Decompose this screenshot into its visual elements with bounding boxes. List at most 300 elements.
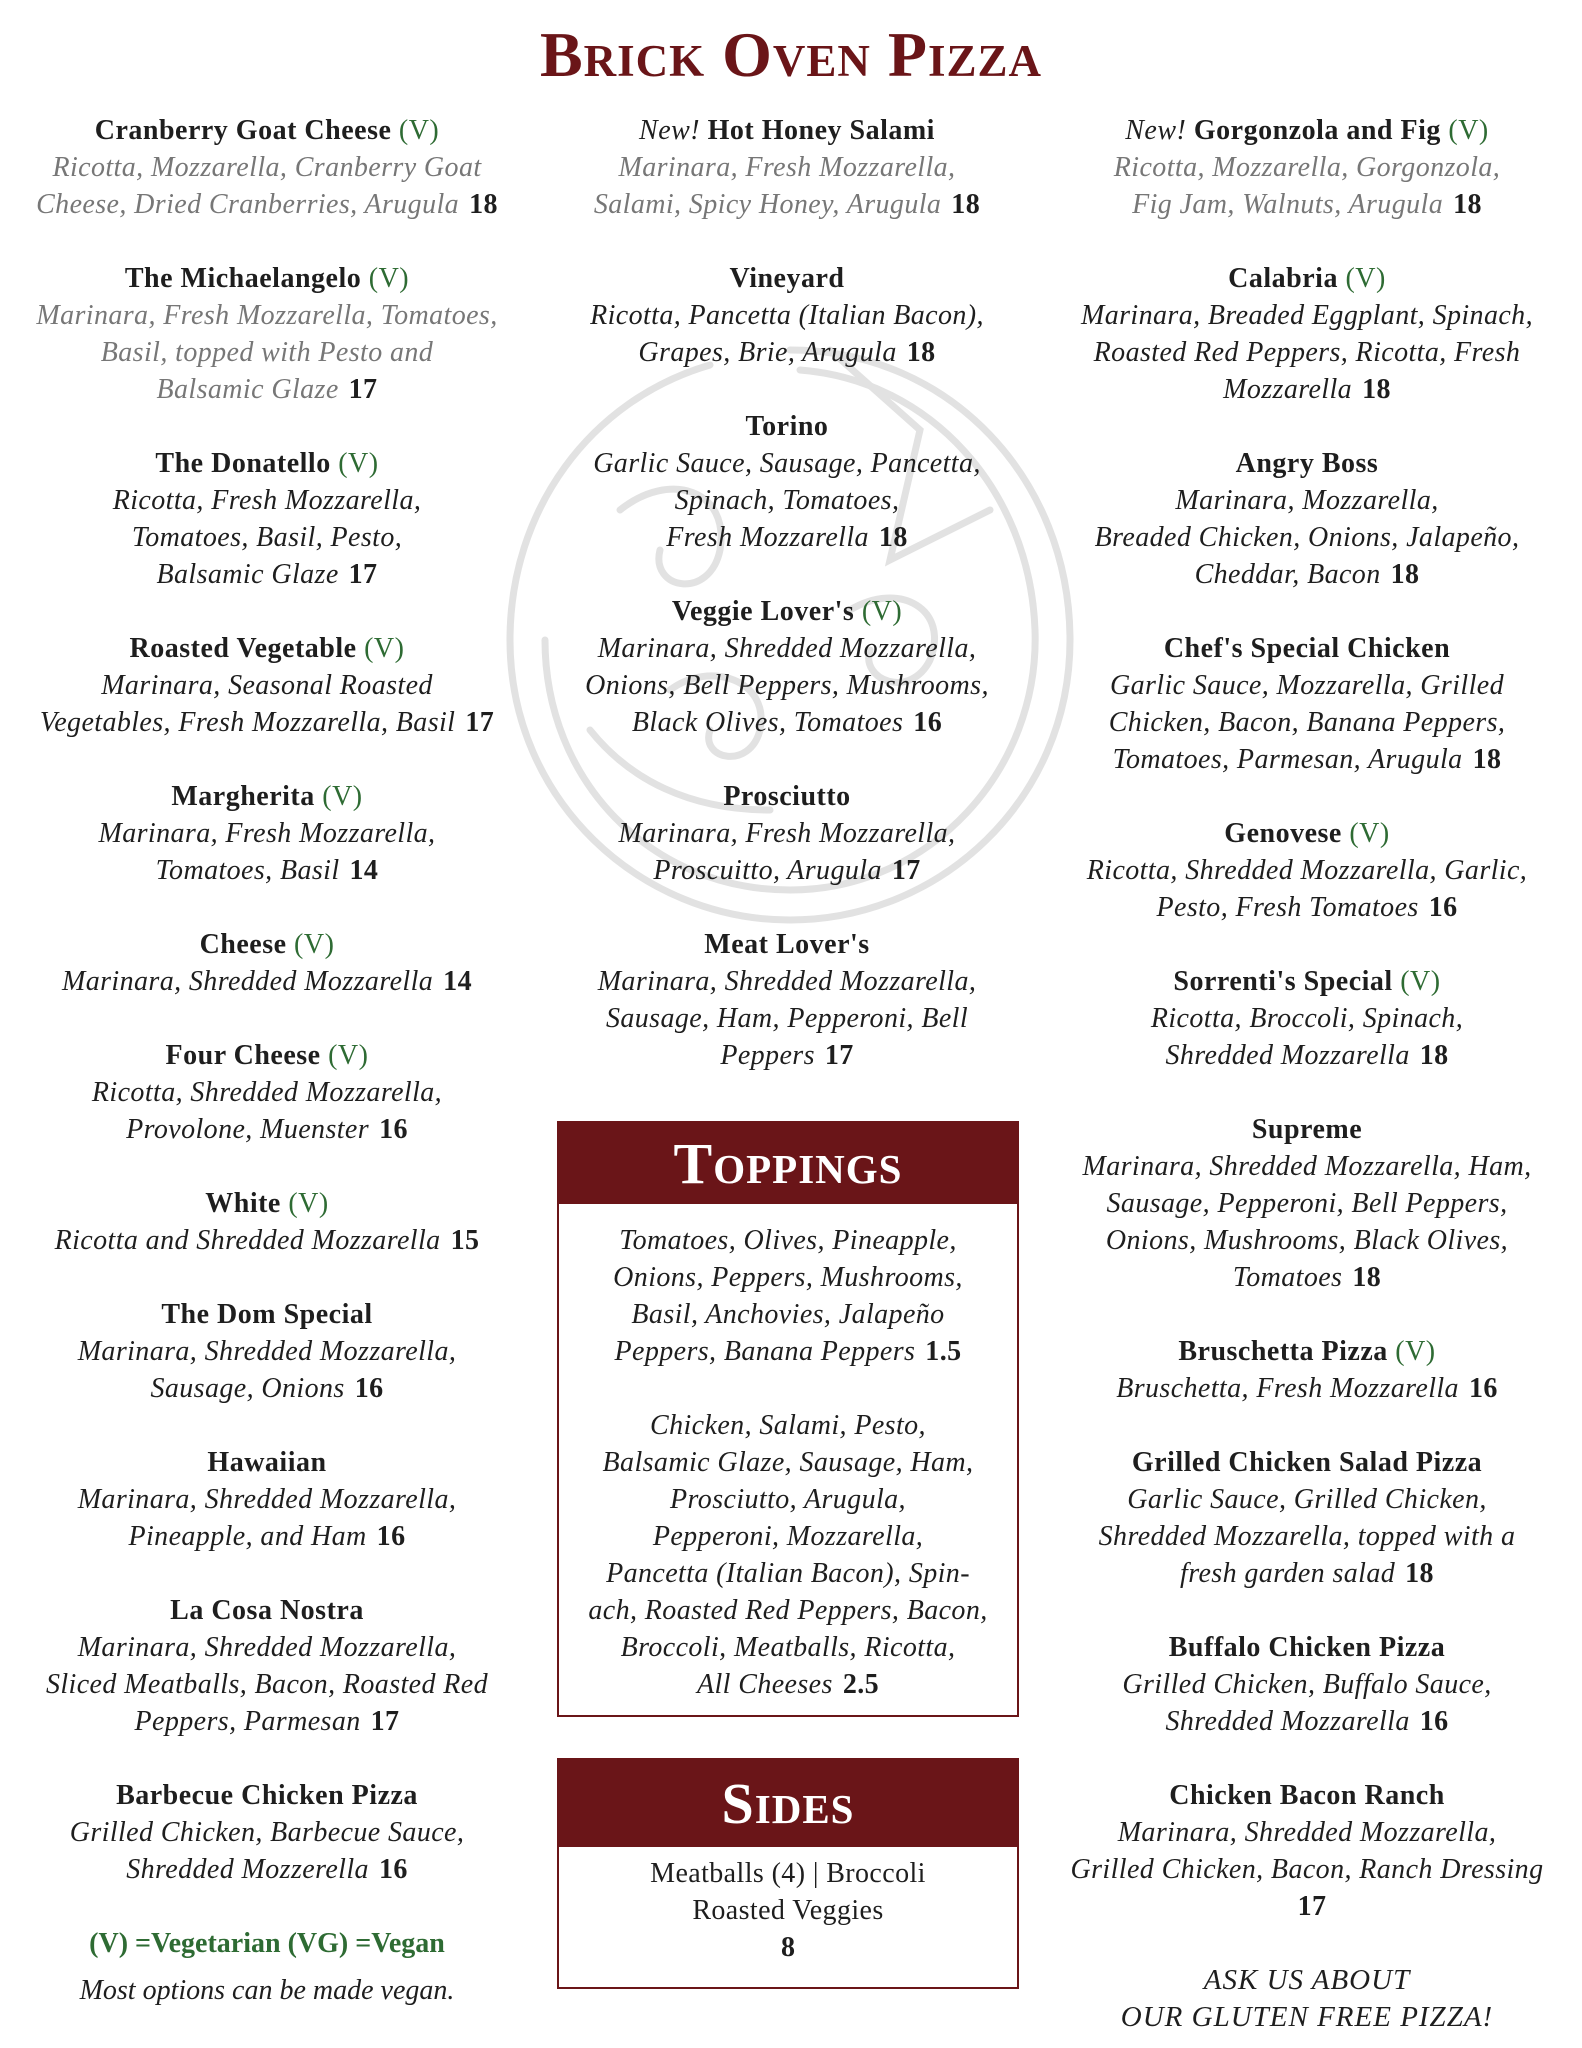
- menu-item: [527, 408, 1047, 556]
- topping-line: [559, 1481, 1017, 1518]
- description-text: Pineapple, and Ham: [128, 1521, 367, 1552]
- menu-item-name: Cranberry Goat Cheese: [94, 115, 392, 146]
- menu-item-description: [7, 1666, 527, 1703]
- topping-text: Chicken, Salami, Pesto,: [650, 1410, 926, 1441]
- new-label: New!: [1125, 115, 1187, 146]
- menu-item-name-line: [7, 1296, 527, 1333]
- menu-item-name: Veggie Lover's: [671, 596, 855, 627]
- topping-text: Peppers, Banana Peppers: [614, 1336, 916, 1367]
- menu-item-name-line: [1047, 1777, 1567, 1814]
- menu-item-name: La Cosa Nostra: [170, 1595, 364, 1626]
- description-text: Marinara, Breaded Eggplant, Spinach,: [1081, 300, 1533, 331]
- description-text: Marinara, Shredded Mozzarella,: [77, 1632, 457, 1663]
- menu-item: [1047, 815, 1567, 926]
- menu-item-name: Angry Boss: [1235, 448, 1379, 479]
- menu-item-description: [527, 1037, 1047, 1074]
- menu-item-price: 18: [906, 337, 936, 368]
- menu-item-price: 14: [349, 855, 379, 886]
- menu-item-price: 18: [1390, 559, 1420, 590]
- menu-item-name: Buffalo Chicken Pizza: [1168, 1632, 1446, 1663]
- menu-item-description: [7, 1703, 527, 1740]
- menu-item-description: [1047, 556, 1567, 593]
- menu-item: [1047, 630, 1567, 778]
- menu-item-description: [527, 149, 1047, 186]
- sides-list: [559, 1847, 1017, 1966]
- menu-item-name: The Donatello: [155, 448, 331, 479]
- topping-line: [559, 1222, 1017, 1259]
- description-text: Grilled Chicken, Bacon, Ranch Dressing: [1070, 1854, 1544, 1885]
- description-text: Fresh Mozzarella: [666, 522, 869, 553]
- menu-item-description: [527, 186, 1047, 223]
- menu-item-price: 16: [376, 1521, 406, 1552]
- menu-item-description: [7, 149, 527, 186]
- description-text: Onions, Bell Peppers, Mushrooms,: [585, 670, 989, 701]
- topping-text: Pancetta (Italian Bacon), Spin-: [606, 1558, 970, 1589]
- vegetarian-badge: (V): [288, 1188, 329, 1219]
- menu-item-description: [7, 1370, 527, 1407]
- menu-item: [527, 260, 1047, 371]
- gluten-free-note: OUR GLUTEN FREE PIZZA!: [1120, 2001, 1494, 2033]
- menu-item: [7, 1037, 527, 1148]
- menu-item-description: [7, 1111, 527, 1148]
- topping-text: Prosciutto, Arugula,: [670, 1484, 906, 1515]
- description-text: Marinara, Shredded Mozzarella,: [1117, 1817, 1497, 1848]
- menu-item-name-line: [1047, 260, 1567, 297]
- description-text: Marinara, Shredded Mozzarella: [62, 966, 434, 997]
- menu-item-name: Chicken Bacon Ranch: [1169, 1780, 1445, 1811]
- menu-item-description: [7, 1814, 527, 1851]
- side-item: Roasted Veggies: [692, 1895, 884, 1926]
- menu-item: [7, 1592, 527, 1740]
- menu-item-description: [1047, 519, 1567, 556]
- menu-item-description: [527, 482, 1047, 519]
- menu-item-price: 18: [1453, 189, 1482, 220]
- menu-item-description: [1047, 149, 1567, 186]
- menu-item-description: [1047, 1185, 1567, 1222]
- menu-item-name: Calabria: [1228, 263, 1338, 294]
- menu-item-price: 18: [951, 189, 981, 220]
- description-text: Ricotta, Shredded Mozzarella,: [91, 1077, 443, 1108]
- topping-line: [559, 1444, 1017, 1481]
- menu-item-name-line: [7, 630, 527, 667]
- topping-text: Broccoli, Meatballs, Ricotta,: [620, 1632, 956, 1663]
- menu-item: [1047, 1111, 1567, 1296]
- menu-item-description: [7, 963, 527, 1000]
- menu-item-name: White: [205, 1188, 281, 1219]
- menu-item-description: [7, 482, 527, 519]
- menu-item: [527, 778, 1047, 889]
- description-text: Cheese, Dried Cranberries, Arugula: [36, 189, 460, 220]
- menu-item-name-line: [527, 926, 1047, 963]
- vegetarian-badge: (V): [294, 929, 335, 960]
- menu-item-name: Hot Honey Salami: [707, 115, 935, 146]
- vegetarian-badge: (V): [368, 263, 410, 294]
- description-text: Marinara, Shredded Mozzarella,: [597, 633, 977, 664]
- topping-text: Tomatoes, Olives, Pineapple,: [619, 1225, 957, 1256]
- sides-section: [557, 1758, 1019, 1989]
- description-text: Marinara, Shredded Mozzarella, Ham,: [1082, 1151, 1532, 1182]
- description-text: Ricotta, Pancetta (Italian Bacon),: [590, 300, 984, 331]
- description-text: Sliced Meatballs, Bacon, Roasted Red: [45, 1669, 489, 1700]
- description-text: Onions, Mushrooms, Black Olives,: [1105, 1225, 1509, 1256]
- menu-item-description: [1047, 1000, 1567, 1037]
- menu-item-description: [7, 667, 527, 704]
- menu-item-description: [7, 1518, 527, 1555]
- menu-item-price: 16: [1468, 1373, 1498, 1404]
- menu-item: [7, 778, 527, 889]
- menu-column-left: [7, 112, 527, 2009]
- vegetarian-legend: (V) =Vegetarian (VG) =Vegan: [89, 1928, 445, 1959]
- menu-item-description: [1047, 371, 1567, 408]
- menu-item: [527, 112, 1047, 223]
- menu-item-name: Grilled Chicken Salad Pizza: [1131, 1447, 1483, 1478]
- menu-item-description: [527, 667, 1047, 704]
- menu-item-name: Prosciutto: [723, 781, 851, 812]
- menu-item-description: [527, 1000, 1047, 1037]
- vegetarian-badge: (V): [1395, 1336, 1436, 1367]
- topping-text: All Cheeses: [696, 1669, 833, 1700]
- topping-line: [559, 1518, 1017, 1555]
- menu-item: [1047, 1629, 1567, 1740]
- menu-item-name: Bruschetta Pizza: [1178, 1336, 1388, 1367]
- menu-item: [7, 1185, 527, 1259]
- topping-text: ach, Roasted Red Peppers, Bacon,: [588, 1595, 988, 1626]
- vegetarian-badge: (V): [1345, 263, 1386, 294]
- menu-column-middle: [527, 112, 1047, 1111]
- menu-item: [1047, 445, 1567, 593]
- description-text: Balsamic Glaze: [156, 374, 339, 405]
- description-text: Sausage, Onions: [150, 1373, 345, 1404]
- description-text: Salami, Spicy Honey, Arugula: [593, 189, 942, 220]
- toppings-list: [559, 1204, 1017, 1703]
- menu-item-price: 18: [1352, 1262, 1382, 1293]
- menu-item-price: 14: [443, 966, 472, 997]
- menu-item-description: [1047, 1259, 1567, 1296]
- description-text: Garlic Sauce, Grilled Chicken,: [1127, 1484, 1487, 1515]
- menu-item-description: [527, 519, 1047, 556]
- description-text: Shredded Mozzarella: [1165, 1040, 1410, 1071]
- menu-item: [1047, 260, 1567, 408]
- vegetarian-badge: (V): [338, 448, 379, 479]
- menu-item-description: [7, 371, 527, 408]
- description-text: Ricotta, Shredded Mozzarella, Garlic,: [1086, 855, 1528, 886]
- menu-item-description: [7, 815, 527, 852]
- menu-item: [7, 112, 527, 223]
- menu-item: [7, 1777, 527, 1888]
- menu-item: [1047, 1444, 1567, 1592]
- menu-item-price: 16: [1419, 1706, 1449, 1737]
- menu-item-name-line: [527, 260, 1047, 297]
- vegetarian-badge: (V): [861, 596, 903, 627]
- menu-item-name-line: [527, 593, 1047, 630]
- menu-item-description: [7, 519, 527, 556]
- description-text: Breaded Chicken, Onions, Jalapeño,: [1094, 522, 1520, 553]
- menu-item-name-line: [527, 778, 1047, 815]
- description-text: Proscuitto, Arugula: [653, 855, 882, 886]
- vegetarian-badge: (V): [1400, 966, 1441, 997]
- description-text: Grilled Chicken, Buffalo Sauce,: [1122, 1669, 1492, 1700]
- topping-text: Onions, Peppers, Mushrooms,: [613, 1262, 963, 1293]
- description-text: Tomatoes, Parmesan, Arugula: [1112, 744, 1463, 775]
- description-text: Provolone, Muenster: [126, 1114, 370, 1145]
- menu-item-name: Torino: [745, 411, 829, 442]
- menu-item-name-line: [7, 260, 527, 297]
- menu-item-name-line: [7, 1444, 527, 1481]
- menu-item-name: Margherita: [171, 781, 315, 812]
- menu-item-description: [527, 815, 1047, 852]
- menu-item-description: [527, 704, 1047, 741]
- description-text: Marinara, Fresh Mozzarella, Tomatoes,: [36, 300, 498, 331]
- menu-item-name-line: [7, 1592, 527, 1629]
- description-text: Marinara, Mozzarella,: [1175, 485, 1439, 516]
- description-text: Ricotta, Mozzarella, Cranberry Goat: [52, 152, 482, 183]
- menu-item-description: [1047, 186, 1567, 223]
- menu-item-description: [1047, 1888, 1567, 1925]
- menu-item: [7, 445, 527, 593]
- menu-item-description: [1047, 1555, 1567, 1592]
- menu-item-price: 17: [1297, 1891, 1327, 1922]
- description-text: Cheddar, Bacon: [1194, 559, 1381, 590]
- description-text: Marinara, Fresh Mozzarella,: [618, 818, 956, 849]
- menu-item-description: [1047, 704, 1567, 741]
- topping-line: [559, 1333, 1017, 1370]
- menu-item-description: [1047, 1518, 1567, 1555]
- menu-item-description: [7, 704, 527, 741]
- description-text: Grapes, Brie, Arugula: [638, 337, 897, 368]
- menu-item-name-line: [7, 926, 527, 963]
- menu-item-name: Hawaiian: [207, 1447, 327, 1478]
- topping-text: Balsamic Glaze, Sausage, Ham,: [602, 1447, 974, 1478]
- menu-item-price: 16: [379, 1114, 408, 1145]
- description-text: Ricotta, Mozzarella, Gorgonzola,: [1113, 152, 1501, 183]
- menu-item-description: [1047, 1370, 1567, 1407]
- menu-item-price: 17: [465, 707, 495, 738]
- menu-item: [7, 926, 527, 1000]
- menu-item-name: Sorrenti's Special: [1173, 966, 1393, 997]
- side-item: Meatballs (4) | Broccoli: [650, 1858, 926, 1889]
- description-text: Garlic Sauce, Mozzarella, Grilled: [1109, 670, 1504, 701]
- menu-item-description: [7, 1333, 527, 1370]
- menu-item-description: [7, 297, 527, 334]
- menu-item-name-line: [7, 778, 527, 815]
- menu-item-price: 17: [348, 374, 378, 405]
- sides-price: 8: [781, 1932, 795, 1963]
- menu-item-description: [1047, 1814, 1567, 1851]
- vegetarian-badge: (V): [398, 115, 440, 146]
- menu-item-description: [1047, 1148, 1567, 1185]
- menu-item-name-line: [1047, 112, 1567, 149]
- menu-item: [1047, 1777, 1567, 1925]
- menu-item-description: [527, 630, 1047, 667]
- menu-item-description: [527, 852, 1047, 889]
- menu-item-price: 16: [1428, 892, 1458, 923]
- menu-item-name: Four Cheese: [165, 1040, 321, 1071]
- menu-item-description: [1047, 482, 1567, 519]
- menu-item-description: [527, 334, 1047, 371]
- menu-item-price: 18: [1405, 1558, 1434, 1589]
- gluten-free-note: ASK US ABOUT: [1203, 1964, 1411, 1996]
- description-text: Pesto, Fresh Tomatoes: [1156, 892, 1419, 923]
- menu-item-name-line: [1047, 445, 1567, 482]
- menu-item-price: 18: [1472, 744, 1502, 775]
- vegetarian-badge: (V): [1349, 818, 1390, 849]
- topping-line: [559, 1259, 1017, 1296]
- menu-item-description: [1047, 1851, 1567, 1888]
- menu-item-name-line: [1047, 1333, 1567, 1370]
- menu-item-description: [7, 556, 527, 593]
- menu-item: [527, 926, 1047, 1074]
- description-text: Sausage, Pepperoni, Bell Peppers,: [1106, 1188, 1508, 1219]
- description-text: Mozzarella: [1223, 374, 1353, 405]
- menu-item-name-line: [1047, 815, 1567, 852]
- topping-line: [559, 1592, 1017, 1629]
- description-text: Shredded Mozzarella: [1165, 1706, 1410, 1737]
- description-text: Black Olives, Tomatoes: [631, 707, 904, 738]
- description-text: Garlic Sauce, Sausage, Pancetta,: [593, 448, 981, 479]
- menu-item-price: 16: [913, 707, 943, 738]
- menu-item-name-line: [1047, 630, 1567, 667]
- topping-line: [559, 1666, 1017, 1703]
- menu-item-name: Chef's Special Chicken: [1163, 633, 1451, 664]
- vegan-note: Most options can be made vegan.: [79, 1975, 455, 2006]
- menu-item: [1047, 112, 1567, 223]
- sides-heading: Sides: [559, 1760, 1017, 1847]
- menu-item-name: The Michaelangelo: [124, 263, 362, 294]
- menu-item-name-line: [7, 1185, 527, 1222]
- menu-item-name-line: [527, 408, 1047, 445]
- menu-item-description: [1047, 297, 1567, 334]
- description-text: Marinara, Shredded Mozzarella,: [77, 1336, 457, 1367]
- description-text: Marinara, Fresh Mozzarella,: [98, 818, 436, 849]
- description-text: Fig Jam, Walnuts, Arugula: [1132, 189, 1444, 220]
- description-text: Balsamic Glaze: [156, 559, 339, 590]
- menu-item: [7, 1296, 527, 1407]
- description-text: Peppers, Parmesan: [134, 1706, 361, 1737]
- description-text: Ricotta and Shredded Mozzarella: [54, 1225, 441, 1256]
- menu-item-price: 18: [878, 522, 908, 553]
- topping-line: [559, 1407, 1017, 1444]
- description-text: Vegetables, Fresh Mozzarella, Basil: [39, 707, 456, 738]
- menu-item-description: [7, 1851, 527, 1888]
- menu-item-name: Barbecue Chicken Pizza: [116, 1780, 418, 1811]
- menu-item-name-line: [7, 1037, 527, 1074]
- menu-item-price: 17: [891, 855, 921, 886]
- menu-item-description: [7, 1074, 527, 1111]
- menu-item-description: [1047, 1666, 1567, 1703]
- topping-line: [559, 1555, 1017, 1592]
- description-text: Spinach, Tomatoes,: [674, 485, 900, 516]
- description-text: Peppers: [720, 1040, 815, 1071]
- menu-item-description: [7, 852, 527, 889]
- menu-item-price: 15: [450, 1225, 480, 1256]
- menu-item-description: [1047, 852, 1567, 889]
- topping-text: Pepperoni, Mozzarella,: [652, 1521, 924, 1552]
- description-text: Ricotta, Broccoli, Spinach,: [1150, 1003, 1464, 1034]
- description-text: fresh garden salad: [1180, 1558, 1396, 1589]
- menu-item-name: Supreme: [1251, 1114, 1363, 1145]
- menu-item-name-line: [7, 112, 527, 149]
- menu-item-price: 18: [469, 189, 498, 220]
- menu-item-name-line: [1047, 963, 1567, 1000]
- description-text: Tomatoes, Basil: [155, 855, 340, 886]
- menu-item: [7, 1444, 527, 1555]
- menu-item-name: Genovese: [1224, 818, 1342, 849]
- menu-item-name: Meat Lover's: [704, 929, 870, 960]
- menu-item-description: [527, 297, 1047, 334]
- description-text: Basil, topped with Pesto and: [100, 337, 434, 368]
- menu-item-name-line: [1047, 1111, 1567, 1148]
- menu-item-description: [527, 963, 1047, 1000]
- menu-item-description: [7, 334, 527, 371]
- description-text: Marinara, Shredded Mozzarella,: [597, 966, 977, 997]
- menu-item-name: The Dom Special: [161, 1299, 373, 1330]
- description-text: Marinara, Seasonal Roasted: [101, 670, 433, 701]
- vegetarian-badge: (V): [328, 1040, 369, 1071]
- description-text: Marinara, Shredded Mozzarella,: [77, 1484, 457, 1515]
- description-text: Sausage, Ham, Pepperoni, Bell: [605, 1003, 969, 1034]
- spacer: [559, 1370, 1017, 1407]
- menu-item-description: [7, 1222, 527, 1259]
- menu-item: [1047, 963, 1567, 1074]
- menu-item-description: [1047, 889, 1567, 926]
- vegetarian-badge: (V): [322, 781, 363, 812]
- menu-item-name-line: [1047, 1444, 1567, 1481]
- description-text: Grilled Chicken, Barbecue Sauce,: [69, 1817, 465, 1848]
- menu-item-price: 17: [824, 1040, 854, 1071]
- description-text: Tomatoes, Basil, Pesto,: [131, 522, 403, 553]
- menu-item: [527, 593, 1047, 741]
- menu-item: [1047, 1333, 1567, 1407]
- new-label: New!: [639, 115, 701, 146]
- topping-line: [559, 1629, 1017, 1666]
- description-text: Roasted Red Peppers, Ricotta, Fresh: [1093, 337, 1521, 368]
- topping-price: 2.5: [842, 1669, 880, 1700]
- topping-line: [559, 1296, 1017, 1333]
- description-text: Marinara, Fresh Mozzarella,: [618, 152, 956, 183]
- menu-item: [7, 260, 527, 408]
- topping-text: Basil, Anchovies, Jalapeño: [631, 1299, 945, 1330]
- menu-item-name: Roasted Vegetable: [129, 633, 357, 664]
- menu-item-description: [1047, 1481, 1567, 1518]
- menu-item-price: 17: [370, 1706, 400, 1737]
- description-text: Shredded Mozzarella, topped with a: [1098, 1521, 1516, 1552]
- description-text: Chicken, Bacon, Banana Peppers,: [1108, 707, 1506, 738]
- menu-item-name: Cheese: [199, 929, 287, 960]
- menu-item-description: [1047, 667, 1567, 704]
- menu-item-description: [1047, 741, 1567, 778]
- menu-item-description: [1047, 1703, 1567, 1740]
- description-text: Ricotta, Fresh Mozzarella,: [112, 485, 422, 516]
- toppings-heading: Toppings: [559, 1123, 1017, 1204]
- menu-column-right: [1047, 112, 1567, 2036]
- vegetarian-badge: (V): [364, 633, 405, 664]
- menu-item-description: [1047, 334, 1567, 371]
- vegetarian-badge: (V): [1448, 115, 1489, 146]
- page-title: Brick Oven Pizza: [539, 19, 1043, 90]
- toppings-section: [557, 1121, 1019, 1717]
- menu-item-price: 16: [378, 1854, 408, 1885]
- menu-item-price: 18: [1419, 1040, 1449, 1071]
- menu-item-name: Vineyard: [729, 263, 845, 294]
- menu-item-description: [527, 445, 1047, 482]
- menu-item-price: 18: [1362, 374, 1391, 405]
- menu-item-name-line: [7, 445, 527, 482]
- menu-item-description: [7, 186, 527, 223]
- topping-price: 1.5: [925, 1336, 962, 1367]
- menu-item-description: [1047, 1222, 1567, 1259]
- menu-item-description: [1047, 1037, 1567, 1074]
- menu-item-price: 17: [348, 559, 378, 590]
